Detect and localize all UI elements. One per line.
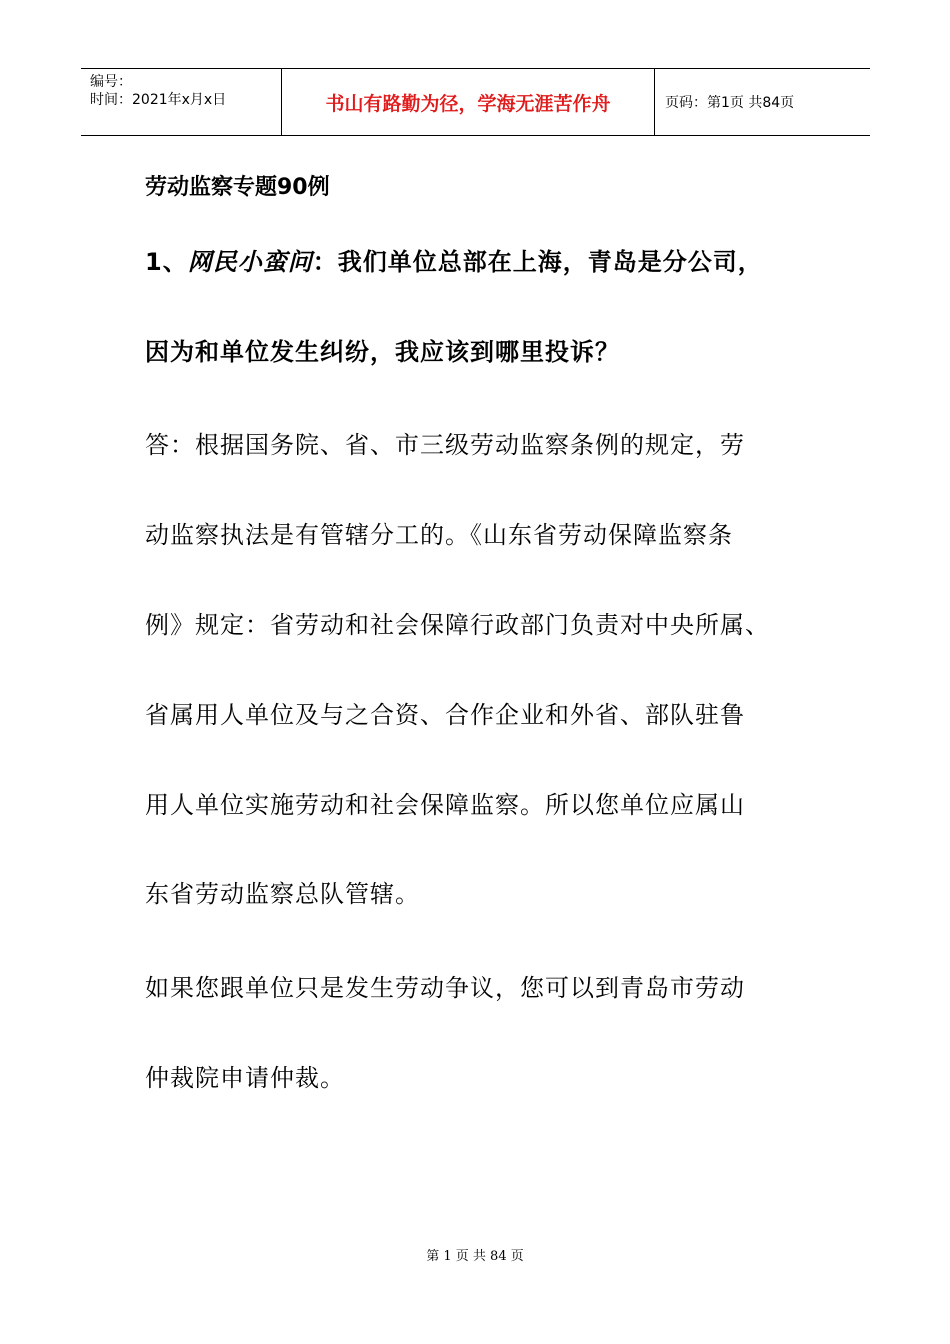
time-label: 时间：2021年x月x日: [90, 92, 227, 108]
answer-line: 用人单位实施劳动和社会保障监察。所以您单位应属山: [145, 791, 745, 819]
question-number: 1、: [145, 248, 188, 276]
question-line-1: [145, 242, 763, 277]
answer-line: 仲裁院申请仲裁。: [145, 1064, 345, 1092]
header-meta-cell: [81, 69, 282, 135]
document-header: [81, 68, 870, 136]
header-page-cell: [655, 69, 870, 135]
code-label: 编号：: [90, 74, 132, 90]
page-title: 劳动监察专题90例: [145, 175, 330, 200]
page-info: 页码：第1页 共84页: [665, 95, 795, 111]
motto: 书山有路勤为径，学海无涯苦作舟: [325, 92, 611, 115]
answer-line: 例》规定：省劳动和社会保障行政部门负责对中央所属、: [145, 611, 770, 639]
question-asker: 网民小蛮问: [187, 247, 313, 276]
question-line-2: 因为和单位发生纠纷，我应该到哪里投诉？: [145, 338, 620, 366]
answer-line: 东省劳动监察总队管辖。: [145, 880, 420, 908]
answer-line: 答：根据国务院、省、市三级劳动监察条例的规定，劳: [145, 431, 745, 459]
question-text-1: ：我们单位总部在上海，青岛是分公司，: [312, 248, 763, 276]
answer-line: 如果您跟单位只是发生劳动争议，您可以到青岛市劳动: [145, 974, 745, 1002]
answer-line: 省属用人单位及与之合资、合作企业和外省、部队驻鲁: [145, 701, 745, 729]
answer-line: 动监察执法是有管辖分工的。《山东省劳动保障监察条: [145, 521, 733, 549]
page-footer: 第 1 页 共 84 页: [426, 1249, 524, 1264]
header-motto-cell: [282, 69, 655, 135]
